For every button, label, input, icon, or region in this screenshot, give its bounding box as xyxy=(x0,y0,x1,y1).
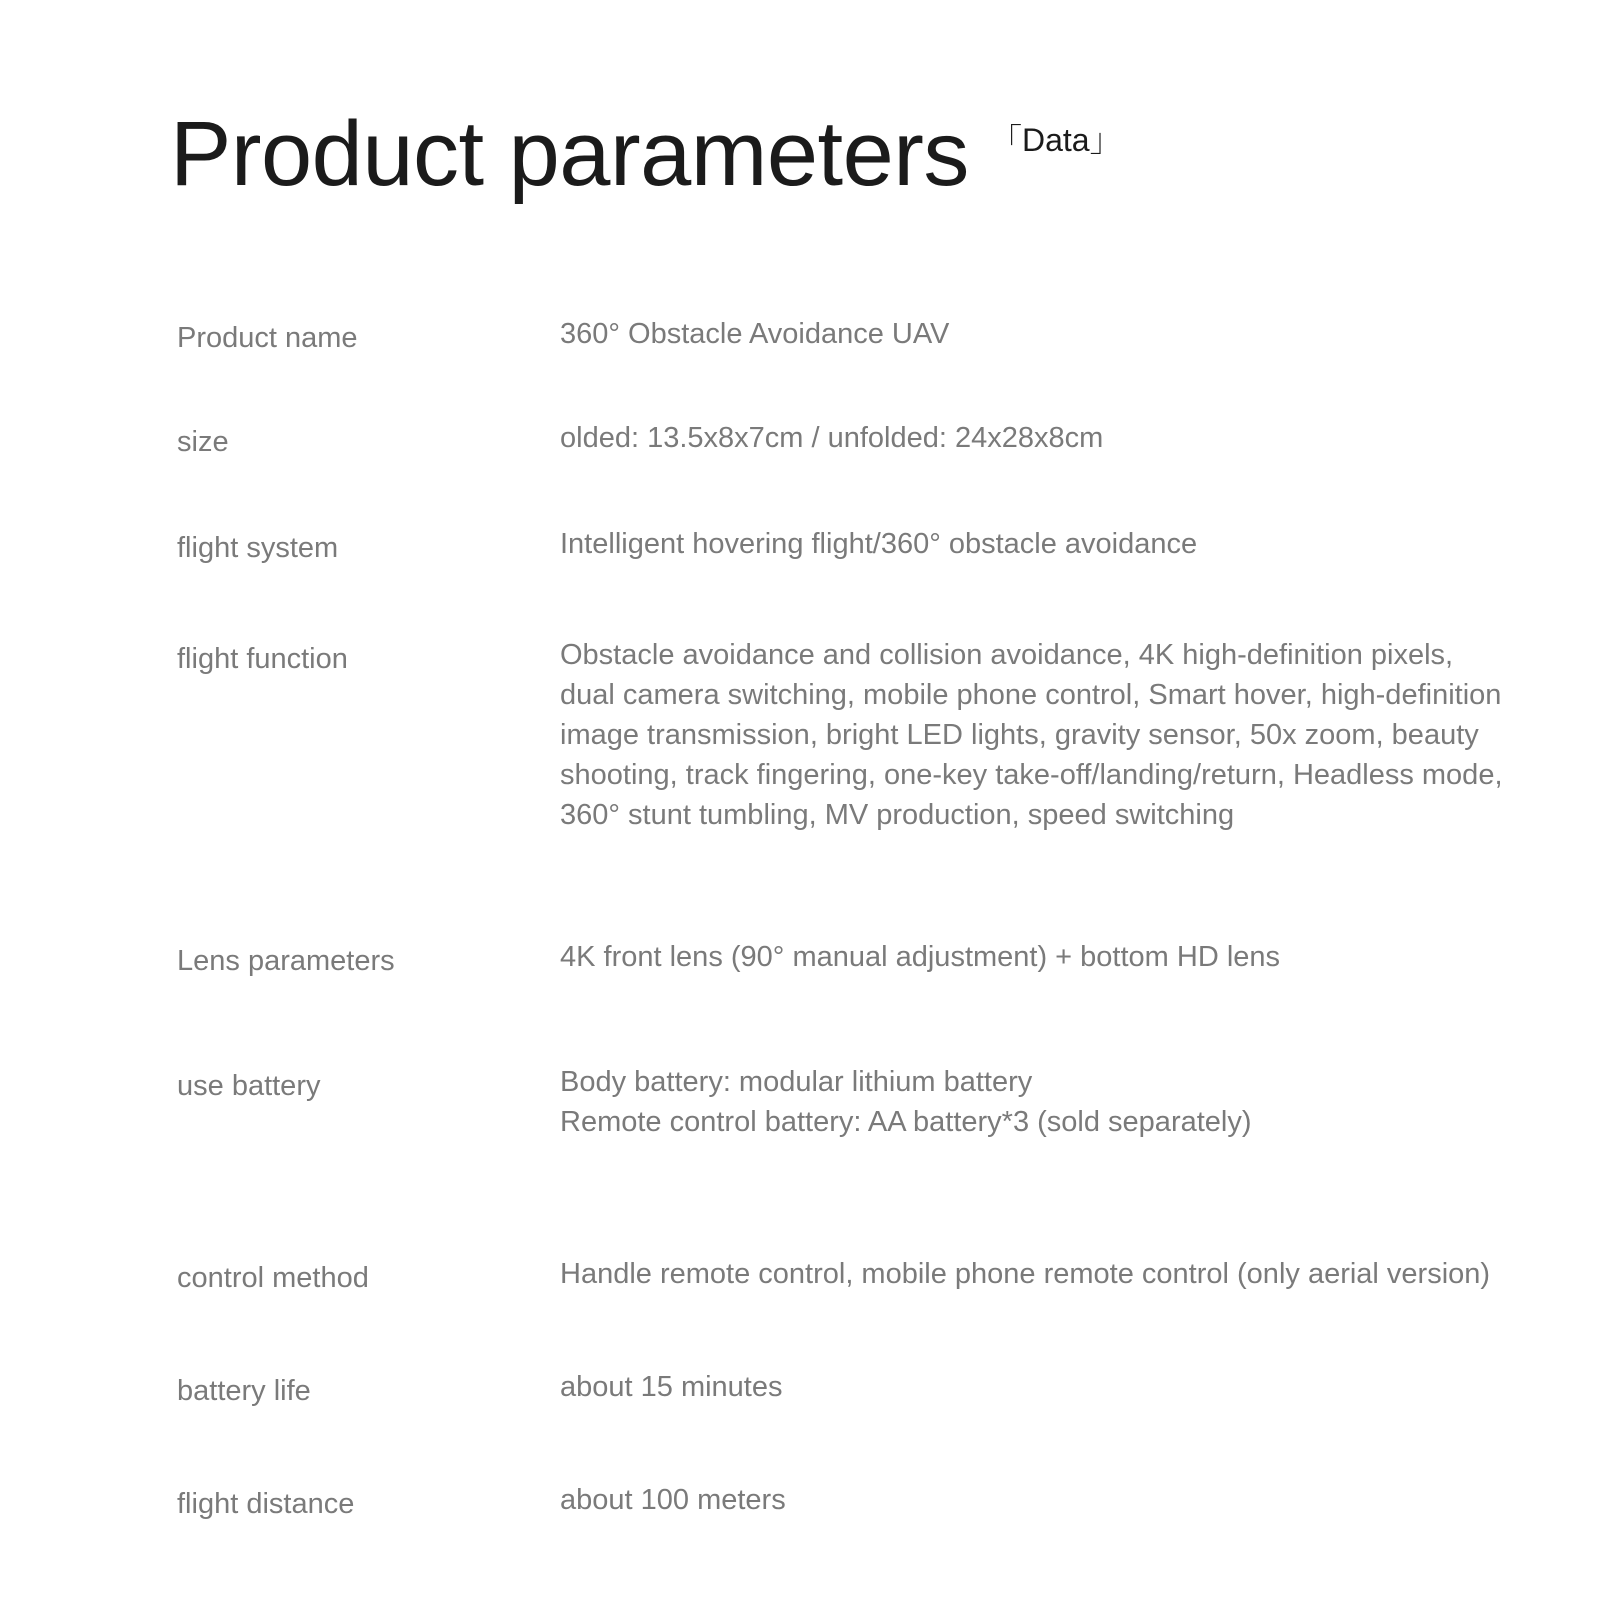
value-line: about 100 meters xyxy=(560,1484,786,1516)
param-value-battery-life xyxy=(560,1367,1520,1407)
param-label-size: size xyxy=(177,426,229,458)
param-label-battery-life: battery life xyxy=(177,1375,311,1407)
value-line: Remote control battery: AA battery*3 (sold separately) xyxy=(560,1106,1252,1138)
param-label-flight-system: flight system xyxy=(177,532,339,564)
value-line: Body battery: modular lithium battery xyxy=(560,1066,1033,1098)
value-line: olded: 13.5x8x7cm / unfolded: 24x28x8cm xyxy=(560,422,1104,454)
value-line: 360° Obstacle Avoidance UAV xyxy=(560,318,950,350)
param-label-flight-function: flight function xyxy=(177,643,348,675)
param-value-flight-distance xyxy=(560,1480,1520,1520)
param-label-product-name: Product name xyxy=(177,322,358,354)
page-title: Product parameters xyxy=(170,103,969,205)
value-line: Obstacle avoidance and collision avoidance, 4K high-definition pixels, xyxy=(560,639,1454,671)
param-value-product-name xyxy=(560,314,1520,354)
value-line: 360° stunt tumbling, MV production, speed switching xyxy=(560,799,1235,831)
value-line: image transmission, bright LED lights, gravity sensor, 50x zoom, beauty xyxy=(560,719,1479,751)
param-value-use-battery xyxy=(560,1062,1520,1142)
param-value-size xyxy=(560,418,1520,458)
title-tag: 「Data」 xyxy=(990,122,1122,158)
value-line: 4K front lens (90° manual adjustment) + bottom HD lens xyxy=(560,941,1281,973)
value-line: Intelligent hovering flight/360° obstacle avoidance xyxy=(560,528,1198,560)
param-label-use-battery: use battery xyxy=(177,1070,321,1102)
param-label-lens-parameters: Lens parameters xyxy=(177,945,395,977)
param-value-flight-function xyxy=(560,635,1520,835)
value-line: Handle remote control, mobile phone remote control (only aerial version) xyxy=(560,1258,1491,1290)
param-value-lens-parameters xyxy=(560,937,1520,977)
value-line: shooting, track fingering, one-key take-off/landing/return, Headless mode, xyxy=(560,759,1503,791)
param-value-control-method xyxy=(560,1254,1520,1294)
param-value-flight-system xyxy=(560,524,1520,564)
param-label-control-method: control method xyxy=(177,1262,369,1294)
value-line: dual camera switching, mobile phone control, Smart hover, high-definition xyxy=(560,679,1502,711)
param-label-flight-distance: flight distance xyxy=(177,1488,355,1520)
value-line: about 15 minutes xyxy=(560,1371,783,1403)
